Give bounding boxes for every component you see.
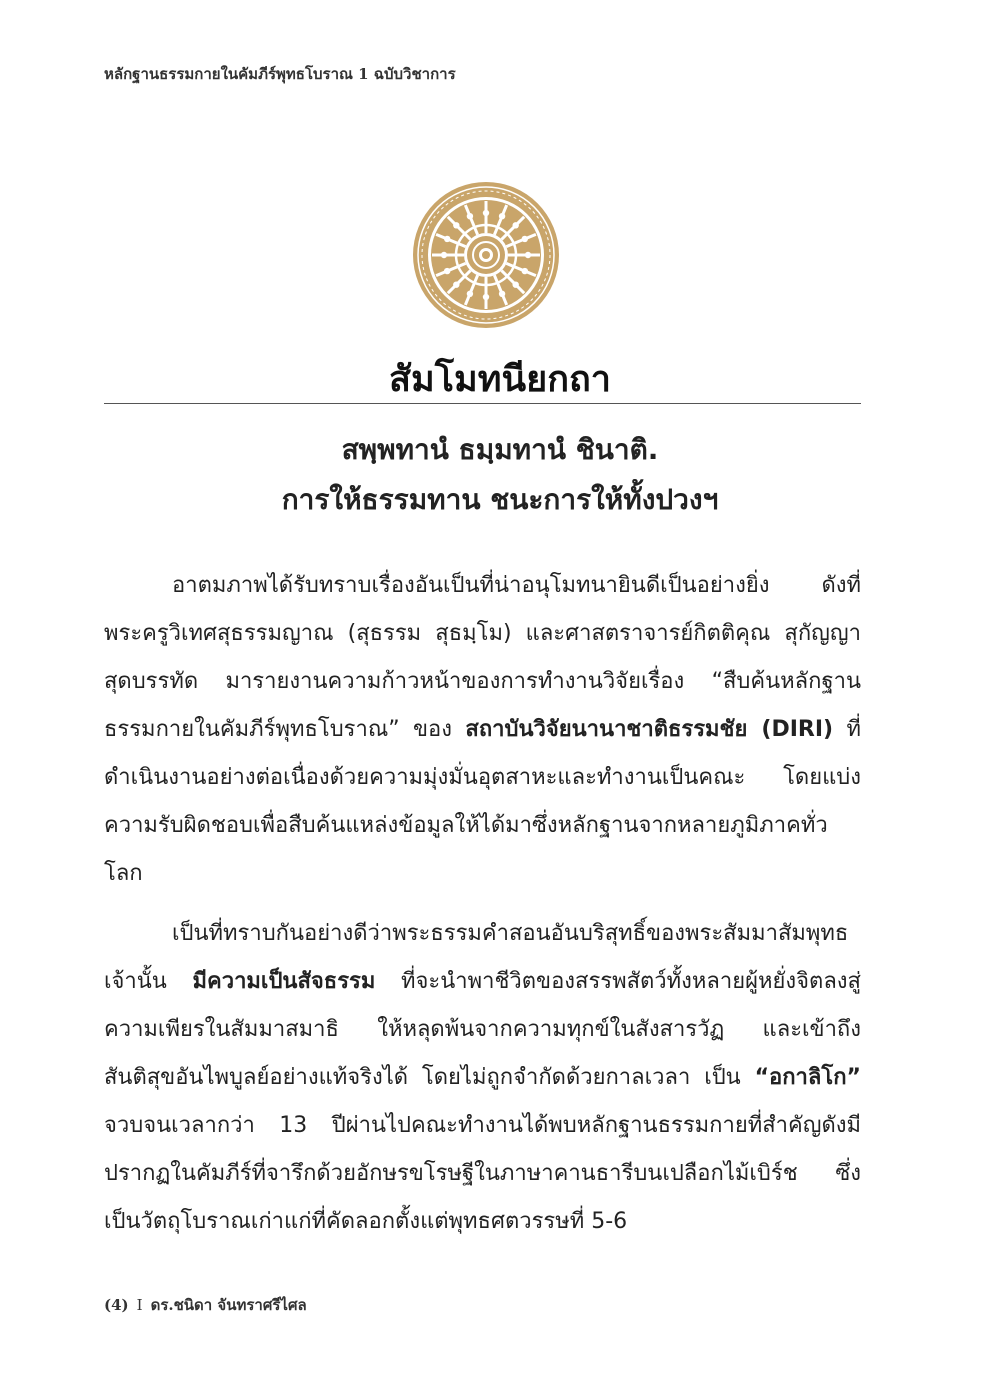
- paragraph-text: เป็นที่ทราบกันอย่างดีว่าพระธรรมคำสอนอันบริสุทธิ์ของพระสัมมาสัมพุทธเจ้านั้น: [104, 921, 849, 994]
- paragraph-text: ที่จะนำพาชีวิตของสรรพสัตว์ทั้งหลายผู้หยั่งจิตลงสู่ความเพียรในสัมมาสมาธิ ให้หลุดพ้นจากความทุกข์ในสังสารวัฏ และเข้าถึงสันติสุขอันไพบูลย์อย่างแท้จริงได้ โดยไม่ถูกจำกัดด้วยกาลเวลา เป็น: [104, 969, 861, 1090]
- verse-thai: การให้ธรรมทาน ชนะการให้ทั้งปวงฯ: [281, 483, 719, 516]
- footer-author: ดร.ชนิดา จันทราศรีไศล: [150, 1296, 307, 1314]
- verse-block: [0, 425, 1000, 525]
- page-number: (4): [104, 1296, 129, 1314]
- body-text: [104, 562, 861, 1258]
- title-divider: [104, 403, 861, 404]
- paragraph-2: [104, 910, 861, 1246]
- dharma-wheel-emblem-icon: [411, 180, 561, 330]
- paragraph-text: จวบจนเวลากว่า 13 ปีผ่านไปคณะทำงานได้พบหลักฐานธรรมกายที่สำคัญดังมีปรากฏในคัมภีร์ที่จารึกด้วยอักษรขโรษฐีในภาษาคานธารีบนเปลือกไม้เบิร์ช ซึ่งเป็นวัตถุโบราณเก่าแก่ที่คัดลอกตั้งแต่พุทธศตวรรษที่ 5-6: [104, 1113, 861, 1234]
- paragraph-1: [104, 562, 861, 898]
- page-title: สัมโมทนียกถา: [388, 359, 611, 400]
- emphasis-text: “อกาลิโก”: [754, 1065, 861, 1090]
- footer-separator: I: [136, 1296, 143, 1314]
- emphasis-text: สถาบันวิจัยนานาชาติธรรมชัย (DIRI): [465, 717, 834, 742]
- emphasis-text: มีความเป็นสัจธรรม: [192, 969, 376, 994]
- paragraph-text: ที่ดำเนินงานอย่างต่อเนื่องด้วยความมุ่งมั่นอุตสาหะและทำงานเป็นคณะ โดยแบ่งความรับผิดชอบเพื่อสืบค้นแหล่งข้อมูลให้ได้มาซึ่งหลักฐานจากหลายภูมิภาคทั่วโลก: [104, 717, 861, 886]
- paragraph-text: อาตมภาพได้รับทราบเรื่องอันเป็นที่น่าอนุโมทนายินดีเป็นอย่างยิ่ง ดังที่พระครูวิเทศสุธรรมญาณ (สุธรรม สุธมฺโม) และศาสตราจารย์กิตติคุณ สุกัญญา สุดบรรทัด มารายงานความก้าวหน้าของการทำงานวิจัยเรื่อง “สืบค้นหลักฐานธรรมกายในคัมภีร์พุทธโบราณ” ของ: [104, 573, 861, 742]
- running-header: หลักฐานธรรมกายในคัมภีร์พุทธโบราณ 1 ฉบับวิชาการ: [104, 65, 456, 83]
- page-footer: [104, 1293, 307, 1317]
- verse-pali: สพฺพทานํ ธมฺมทานํ ชินาติ.: [341, 433, 659, 466]
